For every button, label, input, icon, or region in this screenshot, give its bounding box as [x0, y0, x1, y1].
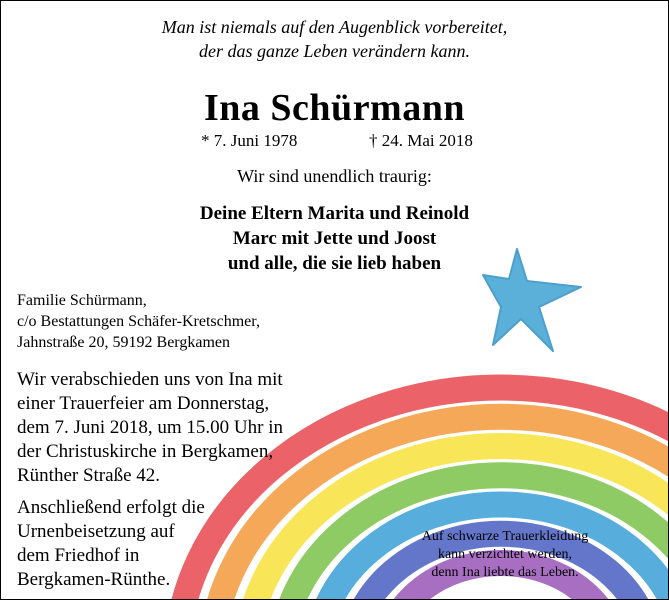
sadness-line: Wir sind unendlich traurig: — [237, 166, 432, 186]
ceremony-line: Rünther Straße 42. — [17, 465, 161, 486]
motto-line: der das ganze Leben verändern kann. — [199, 41, 470, 61]
note-line: kann verzichtet werden, — [437, 547, 573, 562]
ceremony-line: einer Trauerfeier am Donnerstag, — [17, 393, 270, 414]
ceremony-line: dem 7. Juni 2018, um 15.00 Uhr in — [17, 417, 283, 438]
ceremony-line: Wir verabschieden uns von Ina mit — [17, 369, 283, 390]
note-line: Auf schwarze Trauerkleidung — [421, 529, 589, 544]
dress-code-note — [399, 528, 611, 582]
mourner-line: und alle, die sie lieb haben — [227, 253, 442, 274]
motto-quote — [1, 15, 668, 63]
burial-line: dem Friedhof in — [17, 545, 140, 566]
mourners-list — [1, 201, 668, 276]
death-date: † 24. Mai 2018 — [369, 131, 473, 150]
note-line: denn Ina liebte das Leben. — [431, 565, 579, 580]
address-line: Familie Schürmann, — [17, 292, 147, 309]
motto-line: Man ist niemals auf den Augenblick vorbereitet, — [161, 17, 508, 37]
address-line: c/o Bestattungen Schäfer-Kretschmer, — [17, 313, 260, 330]
contact-address — [17, 290, 260, 353]
burial-line: Bergkamen-Rünthe. — [17, 569, 171, 590]
burial-line: Anschließend erfolgt die — [17, 497, 205, 518]
mourner-line: Marc mit Jette und Joost — [232, 228, 437, 249]
burial-info — [17, 496, 205, 592]
ceremony-info — [17, 368, 283, 488]
ceremony-line: der Christuskirche in Bergkamen, — [17, 441, 274, 462]
mourner-line: Deine Eltern Marita und Reinold — [199, 203, 470, 224]
address-line: Jahnstraße 20, 59192 Bergkamen — [17, 334, 230, 351]
deceased-name: Ina Schürmann — [204, 87, 465, 129]
birth-date: * 7. Juni 1978 — [201, 131, 298, 150]
burial-line: Urnenbeisetzung auf — [17, 521, 175, 542]
